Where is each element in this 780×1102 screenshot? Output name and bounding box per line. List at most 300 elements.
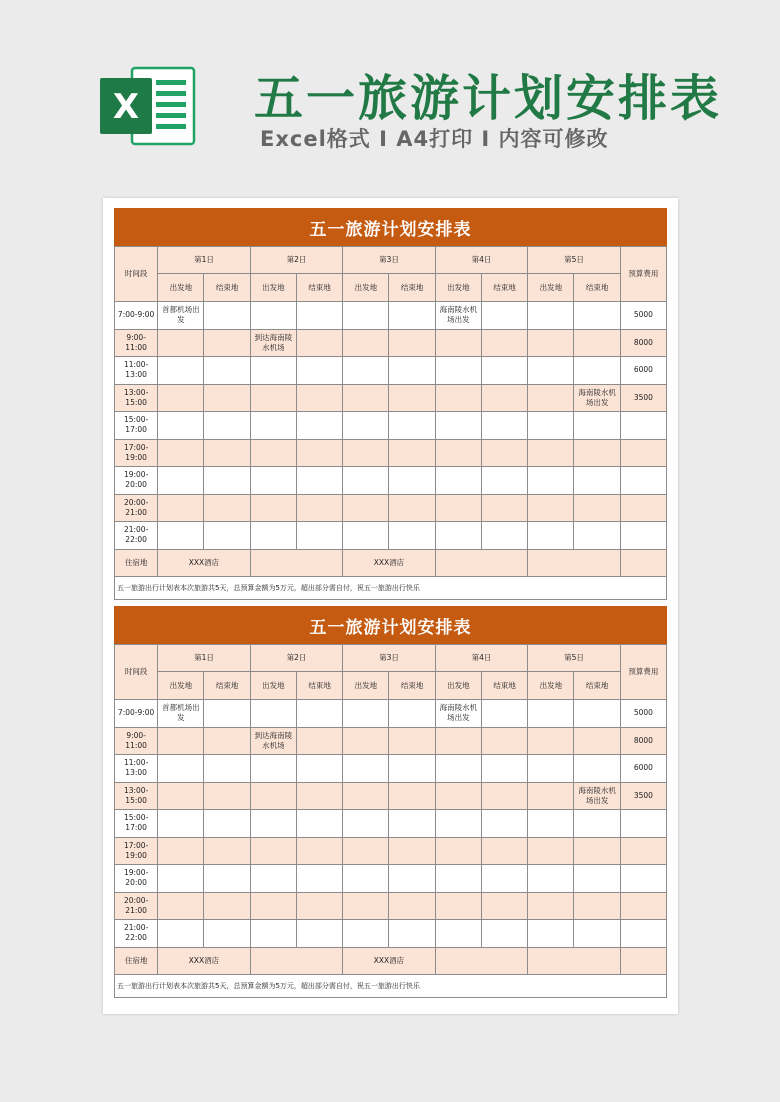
budget-cell[interactable]: [620, 467, 666, 495]
stay-cell[interactable]: XXX酒店: [158, 549, 251, 576]
schedule-cell[interactable]: [528, 727, 574, 755]
day-header: 第3日: [343, 645, 436, 672]
schedule-cell[interactable]: [528, 467, 574, 495]
schedule-cell[interactable]: [574, 439, 620, 467]
schedule-cell[interactable]: [250, 494, 296, 522]
page-title: 五一旅游计划安排表: [254, 70, 723, 127]
time-cell: 15:00-17:00: [115, 412, 158, 440]
schedule-cell[interactable]: [204, 700, 250, 728]
schedule-cell[interactable]: [158, 467, 204, 495]
header-row-days: [115, 247, 667, 274]
schedule-cell[interactable]: [481, 920, 527, 948]
plan-note: 五一旅游出行计划表本次旅游共5天，总预算金额为5万元，超出部分需自付，祝五一旅游出行快乐: [114, 975, 667, 998]
schedule-cell[interactable]: [158, 522, 204, 550]
budget-cell[interactable]: 6000: [620, 357, 666, 385]
schedule-cell[interactable]: [204, 865, 250, 893]
schedule-cell[interactable]: [435, 755, 481, 783]
schedule-cell[interactable]: [481, 522, 527, 550]
schedule-cell[interactable]: [389, 782, 435, 810]
schedule-cell[interactable]: [481, 837, 527, 865]
schedule-cell[interactable]: [481, 412, 527, 440]
stay-cell[interactable]: [435, 947, 528, 974]
schedule-cell[interactable]: [435, 782, 481, 810]
schedule-cell[interactable]: [435, 727, 481, 755]
schedule-cell[interactable]: [389, 727, 435, 755]
schedule-cell[interactable]: [435, 494, 481, 522]
stay-cell[interactable]: [528, 947, 621, 974]
schedule-cell[interactable]: 首都机场出发: [158, 302, 204, 330]
schedule-cell[interactable]: [389, 467, 435, 495]
schedule-cell[interactable]: [204, 494, 250, 522]
schedule-cell[interactable]: [296, 920, 342, 948]
end-header: 结束地: [296, 274, 342, 302]
table-row: [115, 494, 667, 522]
schedule-cell[interactable]: [574, 494, 620, 522]
schedule-cell[interactable]: [250, 467, 296, 495]
stay-budget-cell[interactable]: [620, 549, 666, 576]
depart-header: 出发地: [158, 274, 204, 302]
schedule-cell[interactable]: [574, 837, 620, 865]
schedule-cell[interactable]: [435, 384, 481, 412]
schedule-cell[interactable]: [389, 920, 435, 948]
schedule-cell[interactable]: [343, 439, 389, 467]
schedule-cell[interactable]: [481, 467, 527, 495]
schedule-cell[interactable]: [574, 892, 620, 920]
table-row: [115, 384, 667, 412]
schedule-cell[interactable]: [204, 412, 250, 440]
schedule-cell[interactable]: [250, 439, 296, 467]
budget-cell[interactable]: 8000: [620, 727, 666, 755]
time-cell: 7:00-9:00: [115, 302, 158, 330]
schedule-cell[interactable]: [296, 494, 342, 522]
schedule-cell[interactable]: [343, 782, 389, 810]
schedule-cell[interactable]: [574, 727, 620, 755]
schedule-cell[interactable]: [204, 755, 250, 783]
schedule-cell[interactable]: [296, 865, 342, 893]
schedule-cell[interactable]: [204, 467, 250, 495]
schedule-cell[interactable]: [250, 522, 296, 550]
time-header: 时间段: [115, 645, 158, 700]
schedule-cell[interactable]: [574, 810, 620, 838]
schedule-cell[interactable]: [343, 727, 389, 755]
time-cell: 19:00-20:00: [115, 467, 158, 495]
schedule-cell[interactable]: [296, 522, 342, 550]
schedule-cell[interactable]: [250, 782, 296, 810]
schedule-cell[interactable]: [296, 329, 342, 357]
table-row: [115, 467, 667, 495]
day-header: 第3日: [343, 247, 436, 274]
table-row: [115, 837, 667, 865]
table-row: [115, 439, 667, 467]
depart-header: 出发地: [250, 274, 296, 302]
time-cell: 11:00-13:00: [115, 357, 158, 385]
schedule-cell[interactable]: [574, 522, 620, 550]
plan-sheet-bottom: [114, 606, 667, 998]
schedule-cell[interactable]: [435, 865, 481, 893]
schedule-cell[interactable]: [158, 782, 204, 810]
schedule-cell[interactable]: [435, 810, 481, 838]
schedule-cell[interactable]: [343, 810, 389, 838]
depart-header: 出发地: [343, 672, 389, 700]
stay-cell[interactable]: XXX酒店: [343, 947, 436, 974]
time-cell: 21:00-22:00: [115, 522, 158, 550]
day-header: 第4日: [435, 247, 528, 274]
schedule-cell[interactable]: [528, 522, 574, 550]
budget-cell[interactable]: 5000: [620, 302, 666, 330]
schedule-cell[interactable]: [389, 522, 435, 550]
schedule-cell[interactable]: [158, 727, 204, 755]
time-cell: 15:00-17:00: [115, 810, 158, 838]
budget-cell[interactable]: [620, 439, 666, 467]
stay-cell[interactable]: [250, 549, 343, 576]
schedule-cell[interactable]: [158, 412, 204, 440]
schedule-cell[interactable]: [204, 782, 250, 810]
schedule-cell[interactable]: [343, 494, 389, 522]
schedule-cell[interactable]: [158, 892, 204, 920]
schedule-cell[interactable]: [574, 357, 620, 385]
schedule-cell[interactable]: [389, 837, 435, 865]
budget-header: 预算费用: [620, 645, 666, 700]
time-cell: 20:00-21:00: [115, 892, 158, 920]
table-row: [115, 727, 667, 755]
time-cell: 21:00-22:00: [115, 920, 158, 948]
schedule-cell[interactable]: [296, 837, 342, 865]
schedule-cell[interactable]: [343, 357, 389, 385]
schedule-cell[interactable]: [481, 782, 527, 810]
schedule-cell[interactable]: [158, 357, 204, 385]
end-header: 结束地: [574, 274, 620, 302]
schedule-cell[interactable]: [343, 384, 389, 412]
schedule-cell[interactable]: [250, 412, 296, 440]
schedule-cell[interactable]: [574, 755, 620, 783]
schedule-cell[interactable]: [389, 439, 435, 467]
plan-sheet-top: [114, 208, 667, 600]
budget-cell[interactable]: [620, 522, 666, 550]
budget-header: 预算费用: [620, 247, 666, 302]
schedule-cell[interactable]: [389, 865, 435, 893]
schedule-cell[interactable]: [343, 467, 389, 495]
schedule-cell[interactable]: [296, 755, 342, 783]
schedule-cell[interactable]: [296, 302, 342, 330]
budget-cell[interactable]: [620, 892, 666, 920]
end-header: 结束地: [389, 274, 435, 302]
time-cell: 17:00-19:00: [115, 837, 158, 865]
schedule-cell[interactable]: [204, 837, 250, 865]
day-header: 第1日: [158, 645, 251, 672]
schedule-cell[interactable]: [574, 700, 620, 728]
schedule-cell[interactable]: [343, 865, 389, 893]
schedule-cell[interactable]: [158, 439, 204, 467]
schedule-cell[interactable]: [250, 810, 296, 838]
schedule-cell[interactable]: [250, 865, 296, 893]
schedule-cell[interactable]: [296, 727, 342, 755]
schedule-cell[interactable]: [296, 700, 342, 728]
schedule-cell[interactable]: [204, 810, 250, 838]
schedule-cell[interactable]: [250, 700, 296, 728]
budget-cell[interactable]: 5000: [620, 700, 666, 728]
schedule-cell[interactable]: [528, 412, 574, 440]
schedule-cell[interactable]: [158, 837, 204, 865]
table-row: [115, 329, 667, 357]
time-cell: 7:00-9:00: [115, 700, 158, 728]
schedule-cell[interactable]: [389, 412, 435, 440]
table-row: [115, 755, 667, 783]
day-header: 第1日: [158, 247, 251, 274]
budget-cell[interactable]: [620, 810, 666, 838]
time-cell: 17:00-19:00: [115, 439, 158, 467]
schedule-cell[interactable]: 首都机场出发: [158, 700, 204, 728]
schedule-cell[interactable]: [435, 920, 481, 948]
schedule-cell[interactable]: [528, 782, 574, 810]
schedule-cell[interactable]: [481, 810, 527, 838]
schedule-cell[interactable]: [204, 727, 250, 755]
stay-label: 住宿地: [115, 947, 158, 974]
schedule-cell[interactable]: [343, 892, 389, 920]
schedule-cell[interactable]: [296, 467, 342, 495]
day-header: 第5日: [528, 247, 621, 274]
schedule-cell[interactable]: [250, 302, 296, 330]
end-header: 结束地: [481, 672, 527, 700]
schedule-cell[interactable]: [389, 810, 435, 838]
budget-cell[interactable]: [620, 837, 666, 865]
schedule-cell[interactable]: [250, 837, 296, 865]
schedule-cell[interactable]: [158, 755, 204, 783]
budget-cell[interactable]: 3500: [620, 782, 666, 810]
stay-cell[interactable]: [250, 947, 343, 974]
schedule-cell[interactable]: [204, 439, 250, 467]
schedule-cell[interactable]: [435, 892, 481, 920]
schedule-cell[interactable]: [528, 439, 574, 467]
schedule-cell[interactable]: [481, 755, 527, 783]
table-row: [115, 810, 667, 838]
plan-note: 五一旅游出行计划表本次旅游共5天，总预算金额为5万元，超出部分需自付，祝五一旅游出行快乐: [114, 577, 667, 600]
depart-header: 出发地: [528, 274, 574, 302]
schedule-cell[interactable]: [158, 920, 204, 948]
budget-cell[interactable]: 3500: [620, 384, 666, 412]
end-header: 结束地: [204, 274, 250, 302]
table-row: [115, 302, 667, 330]
day-header: 第2日: [250, 247, 343, 274]
logo-letter: X: [112, 87, 140, 127]
schedule-cell[interactable]: [158, 329, 204, 357]
schedule-cell[interactable]: [435, 467, 481, 495]
schedule-cell[interactable]: [389, 494, 435, 522]
budget-cell[interactable]: [620, 494, 666, 522]
stay-row: [115, 947, 667, 974]
schedule-cell[interactable]: [528, 302, 574, 330]
budget-cell[interactable]: [620, 865, 666, 893]
schedule-cell[interactable]: [250, 920, 296, 948]
schedule-cell[interactable]: [204, 384, 250, 412]
time-header: 时间段: [115, 247, 158, 302]
table-row: [115, 782, 667, 810]
schedule-cell[interactable]: 到达海南陵水机场: [250, 329, 296, 357]
excel-logo-icon: [98, 60, 198, 152]
schedule-cell[interactable]: [481, 384, 527, 412]
schedule-cell[interactable]: [528, 384, 574, 412]
schedule-cell[interactable]: [481, 302, 527, 330]
schedule-cell[interactable]: [389, 384, 435, 412]
day-header: 第4日: [435, 645, 528, 672]
schedule-cell[interactable]: 到达海南陵水机场: [250, 727, 296, 755]
schedule-cell[interactable]: [389, 329, 435, 357]
sheet-title: 五一旅游计划安排表: [114, 208, 667, 246]
schedule-cell[interactable]: [204, 302, 250, 330]
stay-label: 住宿地: [115, 549, 158, 576]
schedule-cell[interactable]: [481, 439, 527, 467]
day-header: 第5日: [528, 645, 621, 672]
schedule-cell[interactable]: [574, 329, 620, 357]
schedule-cell[interactable]: [574, 467, 620, 495]
schedule-cell[interactable]: [481, 494, 527, 522]
end-header: 结束地: [204, 672, 250, 700]
sheet-title: 五一旅游计划安排表: [114, 606, 667, 644]
header-row-places: [115, 274, 667, 302]
schedule-cell[interactable]: [296, 439, 342, 467]
table-row: [115, 412, 667, 440]
schedule-cell[interactable]: [250, 384, 296, 412]
header-row-places: [115, 672, 667, 700]
schedule-cell[interactable]: [574, 412, 620, 440]
schedule-cell[interactable]: [250, 892, 296, 920]
schedule-cell[interactable]: [204, 329, 250, 357]
table-row: [115, 920, 667, 948]
schedule-cell[interactable]: [204, 522, 250, 550]
schedule-cell[interactable]: [389, 302, 435, 330]
header-row-days: [115, 645, 667, 672]
budget-cell[interactable]: [620, 920, 666, 948]
stay-cell[interactable]: [528, 549, 621, 576]
schedule-cell[interactable]: [574, 920, 620, 948]
plan-table: [114, 644, 667, 975]
end-header: 结束地: [296, 672, 342, 700]
schedule-cell[interactable]: [343, 412, 389, 440]
schedule-cell[interactable]: [528, 892, 574, 920]
schedule-cell[interactable]: [158, 865, 204, 893]
table-row: [115, 357, 667, 385]
schedule-cell[interactable]: [435, 439, 481, 467]
schedule-cell[interactable]: [528, 865, 574, 893]
depart-header: 出发地: [158, 672, 204, 700]
time-cell: 9:00-11:00: [115, 329, 158, 357]
schedule-cell[interactable]: [528, 329, 574, 357]
schedule-cell[interactable]: [528, 700, 574, 728]
schedule-cell[interactable]: [204, 920, 250, 948]
schedule-cell[interactable]: [481, 727, 527, 755]
schedule-cell[interactable]: [296, 892, 342, 920]
time-cell: 19:00-20:00: [115, 865, 158, 893]
schedule-cell[interactable]: [296, 810, 342, 838]
table-row: [115, 865, 667, 893]
page-subtitle: Excel格式 I A4打印 I 内容可修改: [260, 127, 609, 151]
schedule-cell[interactable]: 海南陵水机场出发: [574, 782, 620, 810]
schedule-cell[interactable]: [389, 892, 435, 920]
schedule-cell[interactable]: [528, 357, 574, 385]
schedule-cell[interactable]: [204, 892, 250, 920]
depart-header: 出发地: [435, 274, 481, 302]
time-cell: 13:00-15:00: [115, 782, 158, 810]
schedule-cell[interactable]: [481, 700, 527, 728]
schedule-cell[interactable]: [158, 494, 204, 522]
schedule-cell[interactable]: [343, 755, 389, 783]
schedule-cell[interactable]: [528, 494, 574, 522]
schedule-cell[interactable]: [528, 920, 574, 948]
depart-header: 出发地: [343, 274, 389, 302]
budget-cell[interactable]: 6000: [620, 755, 666, 783]
time-cell: 9:00-11:00: [115, 727, 158, 755]
end-header: 结束地: [389, 672, 435, 700]
time-cell: 20:00-21:00: [115, 494, 158, 522]
time-cell: 13:00-15:00: [115, 384, 158, 412]
stay-cell[interactable]: XXX酒店: [343, 549, 436, 576]
budget-cell[interactable]: [620, 412, 666, 440]
schedule-cell[interactable]: [343, 329, 389, 357]
schedule-cell[interactable]: [296, 412, 342, 440]
depart-header: 出发地: [435, 672, 481, 700]
budget-cell[interactable]: 8000: [620, 329, 666, 357]
end-header: 结束地: [574, 672, 620, 700]
schedule-cell[interactable]: [343, 522, 389, 550]
schedule-cell[interactable]: [528, 837, 574, 865]
depart-header: 出发地: [528, 672, 574, 700]
schedule-cell[interactable]: [574, 865, 620, 893]
schedule-cell[interactable]: [296, 384, 342, 412]
plan-table: [114, 246, 667, 577]
schedule-cell[interactable]: [389, 700, 435, 728]
depart-header: 出发地: [250, 672, 296, 700]
schedule-cell[interactable]: [389, 357, 435, 385]
schedule-cell[interactable]: [343, 837, 389, 865]
table-row: [115, 700, 667, 728]
stay-cell[interactable]: [435, 549, 528, 576]
schedule-cell[interactable]: [296, 357, 342, 385]
stay-cell[interactable]: XXX酒店: [158, 947, 251, 974]
schedule-cell[interactable]: [574, 302, 620, 330]
schedule-cell[interactable]: [343, 920, 389, 948]
schedule-cell[interactable]: [389, 755, 435, 783]
end-header: 结束地: [481, 274, 527, 302]
schedule-cell[interactable]: [343, 700, 389, 728]
schedule-cell[interactable]: [435, 329, 481, 357]
stay-budget-cell[interactable]: [620, 947, 666, 974]
schedule-cell[interactable]: [435, 837, 481, 865]
schedule-cell[interactable]: [481, 865, 527, 893]
schedule-cell[interactable]: [435, 412, 481, 440]
schedule-cell[interactable]: [343, 302, 389, 330]
schedule-cell[interactable]: [528, 755, 574, 783]
schedule-cell[interactable]: [435, 357, 481, 385]
schedule-cell[interactable]: [158, 384, 204, 412]
schedule-cell[interactable]: [250, 357, 296, 385]
schedule-cell[interactable]: [481, 892, 527, 920]
schedule-cell[interactable]: [158, 810, 204, 838]
schedule-cell[interactable]: [204, 357, 250, 385]
table-row: [115, 892, 667, 920]
stay-row: [115, 549, 667, 576]
schedule-cell[interactable]: 海南陵水机场出发: [435, 700, 481, 728]
schedule-cell[interactable]: 海南陵水机场出发: [574, 384, 620, 412]
time-cell: 11:00-13:00: [115, 755, 158, 783]
schedule-cell[interactable]: [528, 810, 574, 838]
day-header: 第2日: [250, 645, 343, 672]
schedule-cell[interactable]: [481, 357, 527, 385]
schedule-cell[interactable]: [296, 782, 342, 810]
schedule-cell[interactable]: [435, 522, 481, 550]
table-row: [115, 522, 667, 550]
schedule-cell[interactable]: 海南陵水机场出发: [435, 302, 481, 330]
schedule-cell[interactable]: [481, 329, 527, 357]
schedule-cell[interactable]: [250, 755, 296, 783]
